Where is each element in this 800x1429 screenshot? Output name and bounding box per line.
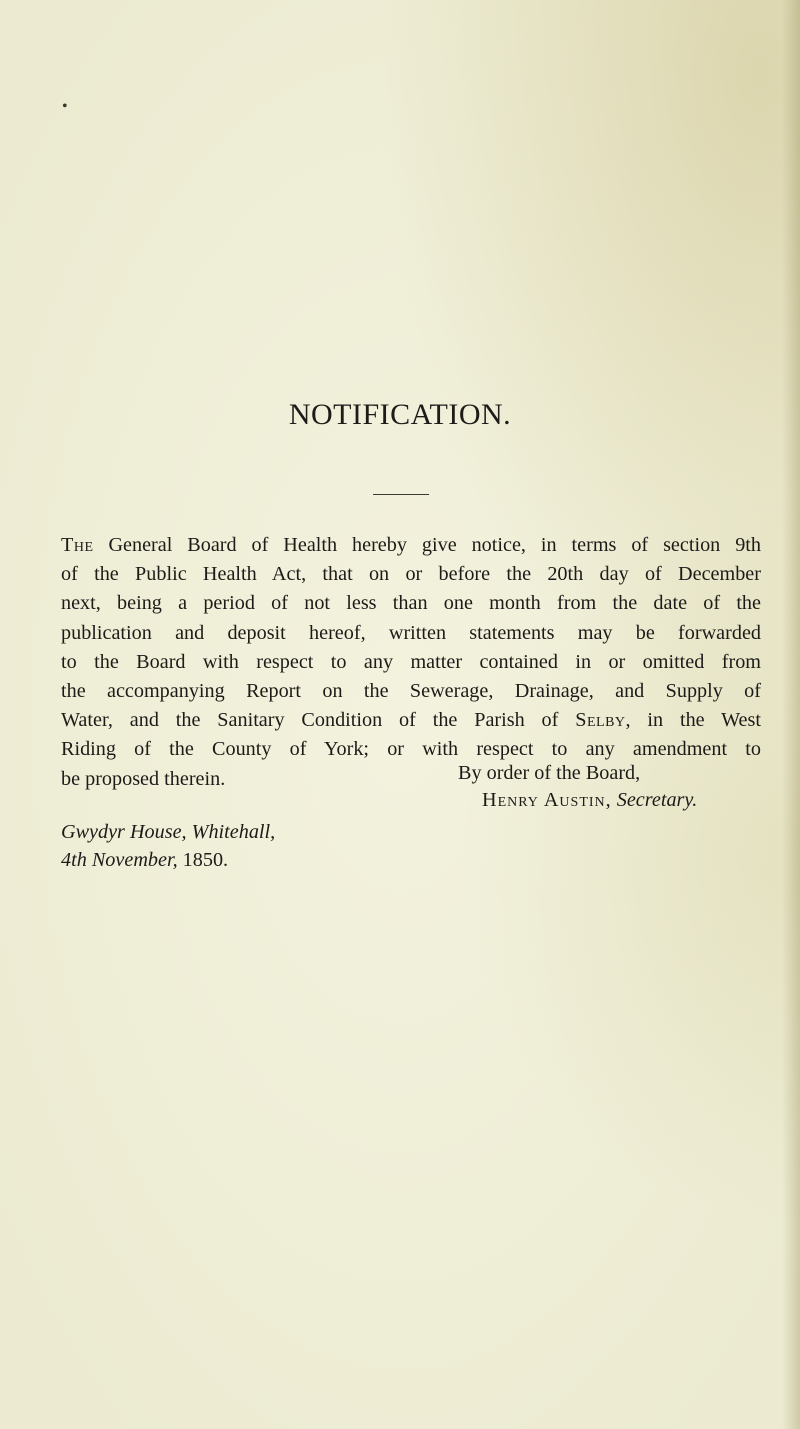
signatory-name: Henry Austin, bbox=[482, 789, 612, 811]
opening-rest: General Board of Health hereby give notice, in terms of section 9th bbox=[108, 534, 761, 556]
signatory bbox=[482, 789, 697, 812]
body-line-9: be proposed therein. bbox=[61, 767, 226, 790]
water-line-start: Water, and the Sanitary Condition of the Parish of bbox=[61, 709, 559, 732]
dateline-place: Gwydyr House, Whitehall, bbox=[61, 821, 276, 843]
opening-word: The bbox=[61, 534, 94, 556]
water-line-end: , in the West bbox=[625, 709, 761, 732]
order-line: By order of the Board, bbox=[458, 762, 641, 784]
body-line-3: next, being a period of not less than one month from the date of the bbox=[61, 592, 761, 615]
body-line-4: publication and deposit hereof, written statements may be forwarded bbox=[61, 621, 761, 644]
dateline bbox=[61, 818, 275, 874]
ink-speck: • bbox=[62, 98, 68, 115]
signatory-role: Secretary. bbox=[616, 789, 698, 811]
dateline-day: 4th November, bbox=[61, 849, 178, 871]
notice-body bbox=[61, 531, 761, 794]
body-line-2: of the Public Health Act, that on or before the 20th day of December bbox=[61, 563, 761, 586]
parish-name: Selby bbox=[575, 709, 626, 732]
body-line-6: the accompanying Report on the Sewerage, Drainage, and Supply of bbox=[61, 680, 761, 703]
title-divider bbox=[373, 494, 429, 495]
page-edge-shadow bbox=[782, 0, 800, 1429]
page-title: NOTIFICATION. bbox=[288, 398, 512, 431]
body-line-8: Riding of the County of York; or with respect to any amendment to bbox=[61, 738, 761, 761]
bleed-through-text bbox=[0, 55, 800, 105]
body-line-1 bbox=[61, 531, 761, 560]
dateline-year: 1850. bbox=[182, 849, 229, 871]
body-line-5: to the Board with respect to any matter contained in or omitted from bbox=[61, 650, 761, 673]
body-line-7 bbox=[61, 706, 761, 735]
